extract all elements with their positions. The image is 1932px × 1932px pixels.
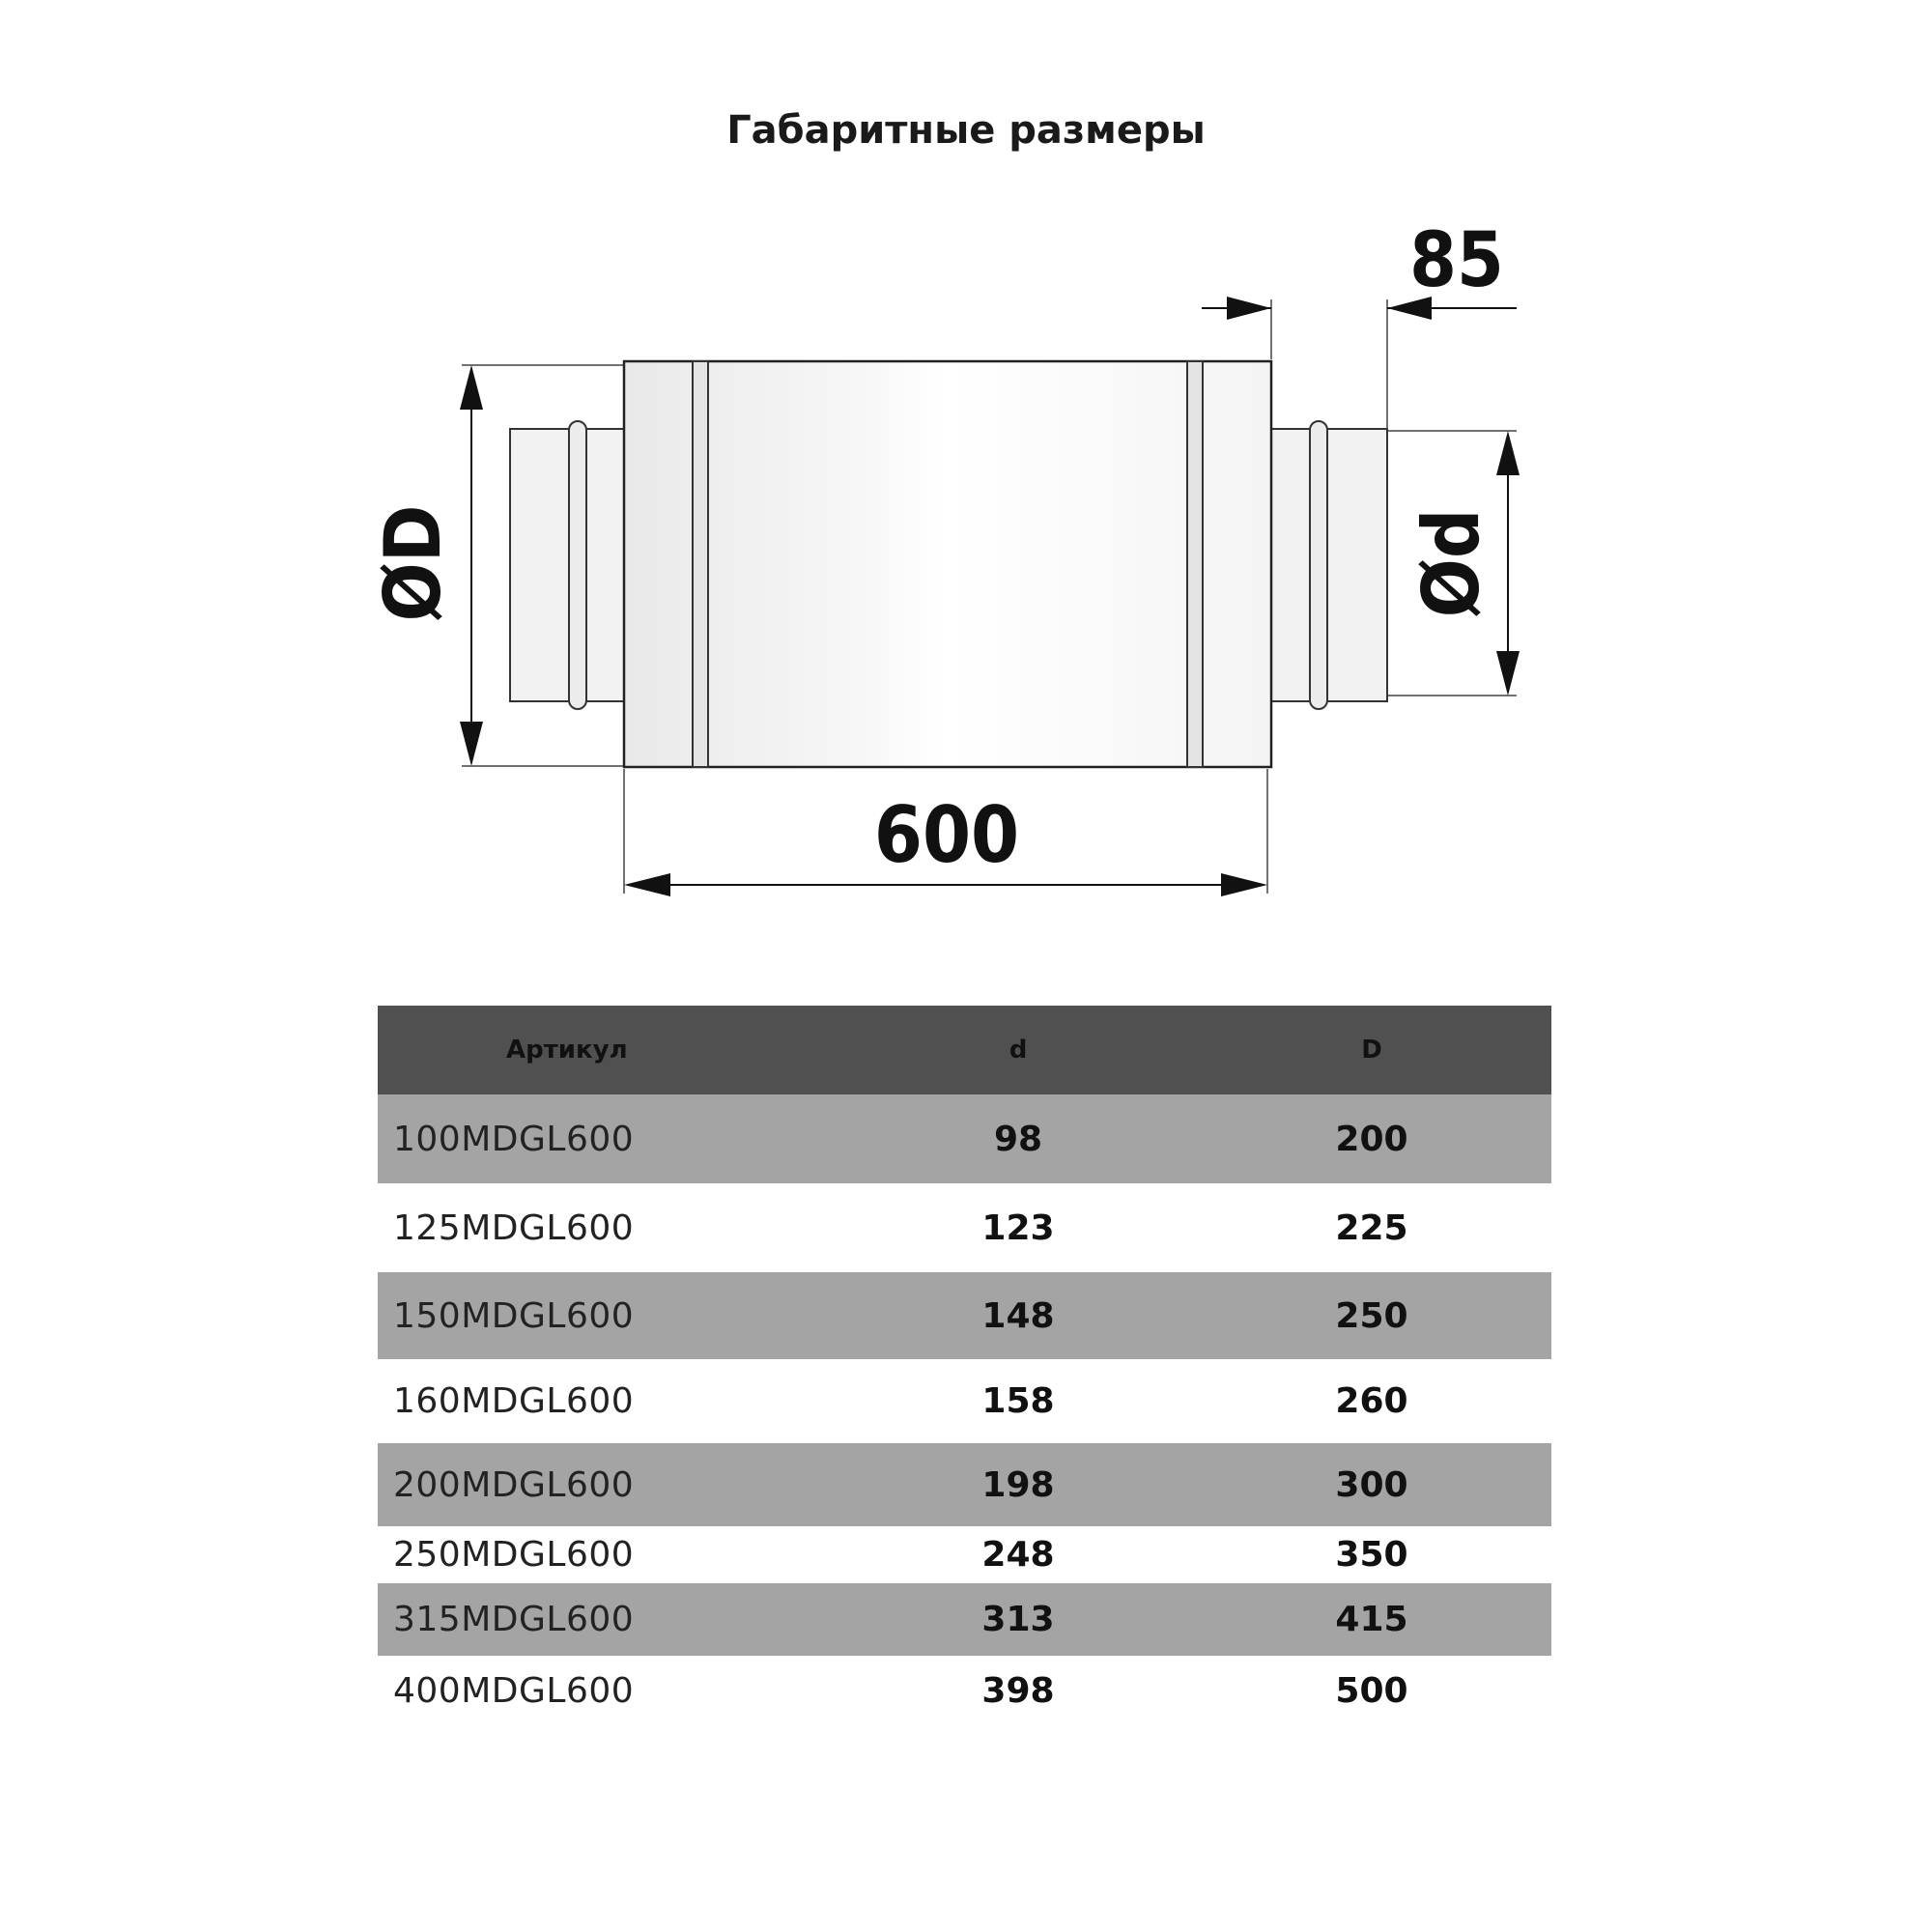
- row-d: 158: [981, 1381, 1055, 1421]
- table-row: [378, 1583, 1551, 1656]
- table-row: [378, 1443, 1551, 1526]
- row-D: 260: [1335, 1381, 1408, 1421]
- diameter-D-dimension: [368, 365, 483, 766]
- table-row: [378, 1183, 1551, 1272]
- row-d: 123: [981, 1208, 1055, 1248]
- table-row: [378, 1656, 1551, 1725]
- row-D: 250: [1192, 1272, 1551, 1359]
- row-d: 148: [844, 1272, 1192, 1359]
- row-d: 313: [844, 1583, 1192, 1656]
- page-title: Габаритные размеры: [726, 108, 1206, 153]
- right-spigot: [1265, 421, 1387, 709]
- row-D: 300: [1192, 1443, 1551, 1526]
- dimensions-table: [378, 1006, 1551, 1725]
- row-article: 400MDGL600: [393, 1670, 635, 1711]
- row-article: 100MDGL600: [378, 1094, 844, 1183]
- table-header-row: [378, 1006, 1551, 1094]
- row-article: 250MDGL600: [393, 1535, 635, 1575]
- left-spigot: [510, 421, 632, 709]
- diameter-D-label: ØD: [368, 504, 458, 622]
- row-D: 225: [1335, 1208, 1408, 1248]
- row-d: 198: [844, 1443, 1192, 1526]
- row-article: 150MDGL600: [378, 1272, 844, 1359]
- row-d: 98: [844, 1094, 1192, 1183]
- row-D: 200: [1192, 1094, 1551, 1183]
- row-d: 248: [981, 1535, 1055, 1575]
- row-D: 500: [1335, 1670, 1408, 1711]
- length-dimension: [624, 769, 1267, 896]
- table-row: [378, 1359, 1551, 1443]
- row-d: 398: [981, 1670, 1055, 1711]
- row-article: 315MDGL600: [378, 1583, 844, 1656]
- row-article: 160MDGL600: [393, 1381, 635, 1421]
- table-row: [378, 1094, 1551, 1183]
- header-article: Артикул: [378, 1006, 844, 1094]
- row-article: 125MDGL600: [393, 1208, 635, 1248]
- silencer-body: [624, 361, 1271, 767]
- row-D: 350: [1335, 1535, 1408, 1575]
- table-row: [378, 1526, 1551, 1583]
- header-D: D: [1192, 1006, 1551, 1094]
- length-label: 600: [873, 790, 1020, 880]
- row-D: 415: [1192, 1583, 1551, 1656]
- header-d: d: [844, 1006, 1192, 1094]
- row-article: 200MDGL600: [378, 1443, 844, 1526]
- table-row: [378, 1272, 1551, 1359]
- spigot-length-label: 85: [1409, 217, 1504, 304]
- diameter-d-dimension: [1388, 431, 1520, 696]
- diameter-d-label: Ød: [1406, 508, 1496, 618]
